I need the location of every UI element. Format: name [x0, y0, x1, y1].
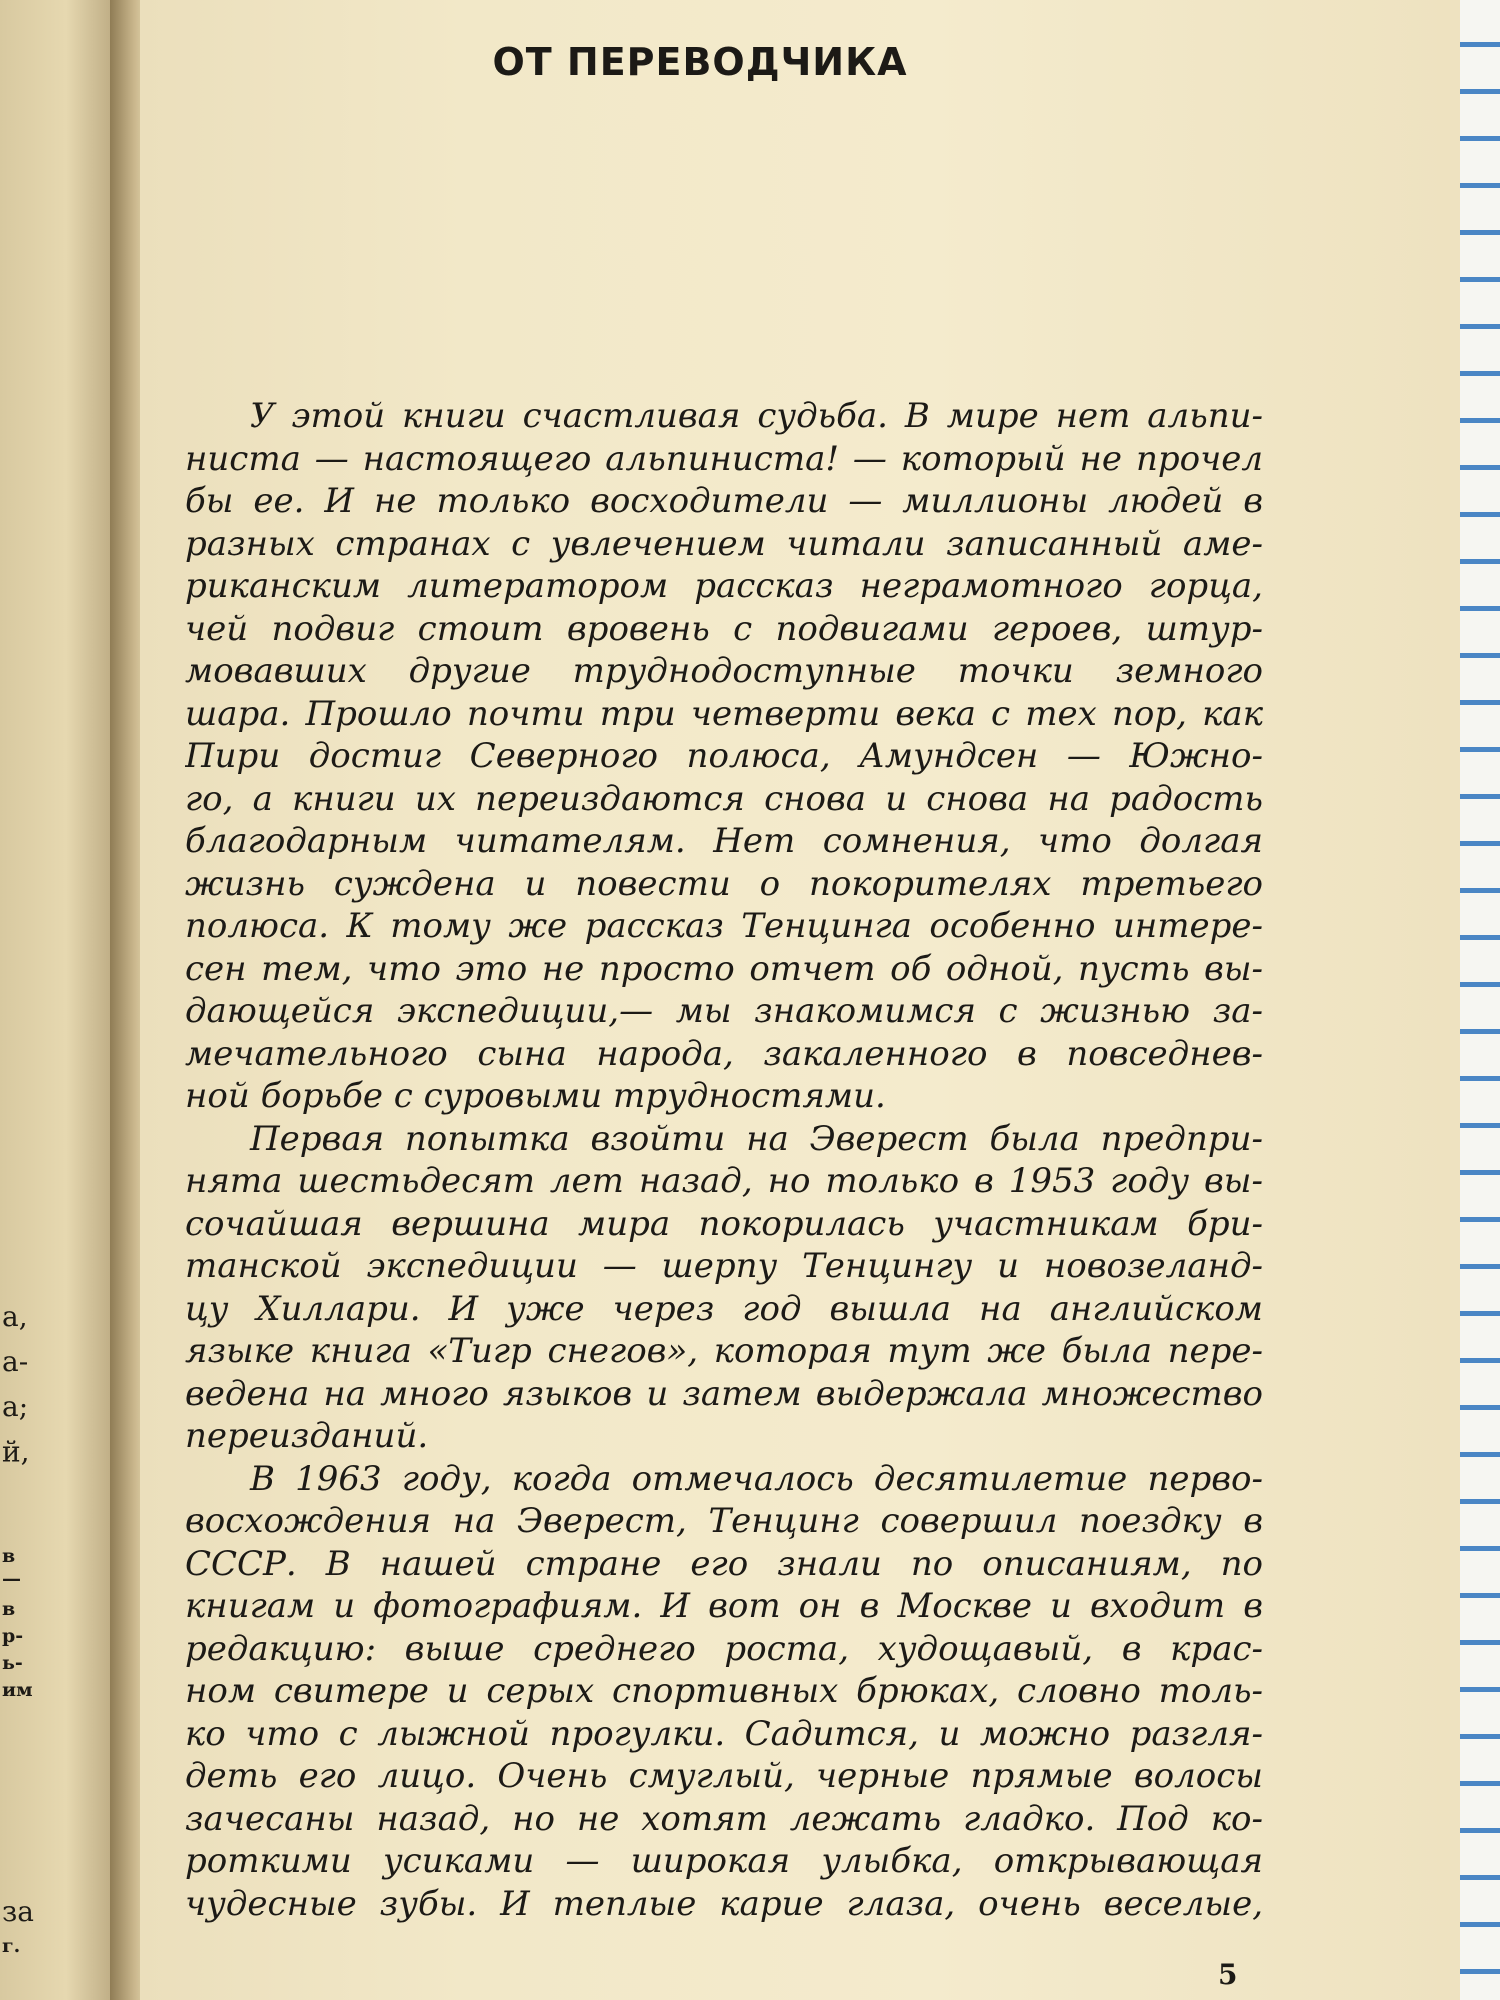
- text-line: благодарным читателям. Нет сомнения, что долгая: [185, 821, 1263, 861]
- left-fragment: а-: [2, 1345, 29, 1378]
- text-line: У этой книги счастливая судьба. В мире нет альпи-: [250, 396, 1263, 436]
- text-line: ко что с лыжной прогулки. Садится, и можно разгля-: [185, 1713, 1263, 1754]
- text-line: разных странах с увлечением читали записанный аме-: [185, 523, 1263, 564]
- text-line: книгам и фотографиям. И вот он в Москве и входит в: [185, 1586, 1263, 1626]
- left-fragment: а,: [2, 1300, 28, 1333]
- text-line: ном свитере и серых спортивных брюках, словно толь-: [185, 1671, 1263, 1711]
- left-fragment: а;: [2, 1390, 29, 1423]
- text-line: мовавших другие труднодоступные точки земного: [185, 651, 1263, 691]
- left-fragment: в: [2, 1598, 16, 1620]
- text-line: ной борьбе с суровыми трудностями.: [185, 1076, 886, 1116]
- left-fragment: р-: [2, 1625, 24, 1647]
- text-line: Первая попытка взойти на Эверест была предпри-: [250, 1118, 1263, 1159]
- text-line: сен тем, что это не просто отчет об одной, пусть вы-: [185, 948, 1263, 989]
- text-line: чудесные зубы. И теплые карие глаза, очень веселые,: [185, 1883, 1263, 1924]
- text-line: мечательного сына народа, закаленного в повседнев-: [185, 1033, 1263, 1074]
- text-line: роткими усиками — широкая улыбка, открывающая: [185, 1841, 1263, 1881]
- text-line: нята шестьдесят лет назад, но только в 1953 году вы-: [185, 1161, 1263, 1201]
- left-fragment: г.: [2, 1935, 21, 1957]
- text-line: танской экспедиции — шерпу Тенцингу и новозеланд-: [185, 1246, 1263, 1286]
- left-fragment: в: [2, 1545, 16, 1567]
- text-line: цу Хиллари. И уже через год вышла на английском: [185, 1288, 1263, 1329]
- text-line: редакцию: выше среднего роста, худощавый, в крас-: [185, 1628, 1263, 1669]
- left-fragment: ь-: [2, 1652, 23, 1674]
- left-fragment: —: [2, 1568, 21, 1590]
- text-line: бы ее. И не только восходители — миллионы людей в: [185, 481, 1263, 521]
- text-line: зачесаны назад, но не хотят лежать гладко. Под ко-: [185, 1798, 1263, 1839]
- text-line: переизданий.: [185, 1416, 429, 1456]
- text-line: языке книга «Тигр снегов», которая тут же была пере-: [185, 1331, 1263, 1371]
- text-line: ведена на много языков и затем выдержала множество: [185, 1373, 1263, 1414]
- text-line: шара. Прошло почти три четверти века с тех пор, как: [185, 693, 1263, 734]
- text-line: риканским литератором рассказ неграмотного горца,: [185, 566, 1263, 606]
- left-fragment: за: [2, 1895, 34, 1928]
- text-line: ниста — настоящего альпиниста! — который не прочел: [185, 438, 1263, 479]
- left-fragment: й,: [2, 1435, 30, 1468]
- text-line: го, а книги их переиздаются снова и снова на радость: [185, 778, 1263, 819]
- text-line: В 1963 году, когда отмечалось десятилетие перво-: [250, 1458, 1263, 1499]
- text-line: СССР. В нашей стране его знали по описаниям, по: [185, 1543, 1263, 1584]
- left-page-edge: [0, 0, 120, 2000]
- text-line: жизнь суждена и повести о покорителях третьего: [185, 863, 1263, 904]
- text-line: деть его лицо. Очень смуглый, черные прямые волосы: [185, 1756, 1263, 1796]
- text-line: восхождения на Эверест, Тенцинг совершил поездку в: [185, 1501, 1263, 1541]
- body-text: [185, 395, 1263, 1925]
- text-line: чей подвиг стоит вровень с подвигами героев, штур-: [185, 608, 1263, 649]
- lined-paper-edge: [1460, 0, 1500, 2000]
- text-line: дающейся экспедиции,— мы знакомимся с жизнью за-: [185, 991, 1263, 1031]
- text-line: сочайшая вершина мира покорилась участникам бри-: [185, 1203, 1263, 1244]
- text-line: полюса. К тому же рассказ Тенцинга особенно интере-: [185, 906, 1263, 946]
- text-line: Пири достиг Северного полюса, Амундсен — Южно-: [185, 736, 1263, 776]
- page-number: 5: [1218, 1958, 1238, 1991]
- left-fragment: им: [2, 1679, 33, 1701]
- page-title: ОТ ПЕРЕВОДЧИКА: [492, 40, 908, 84]
